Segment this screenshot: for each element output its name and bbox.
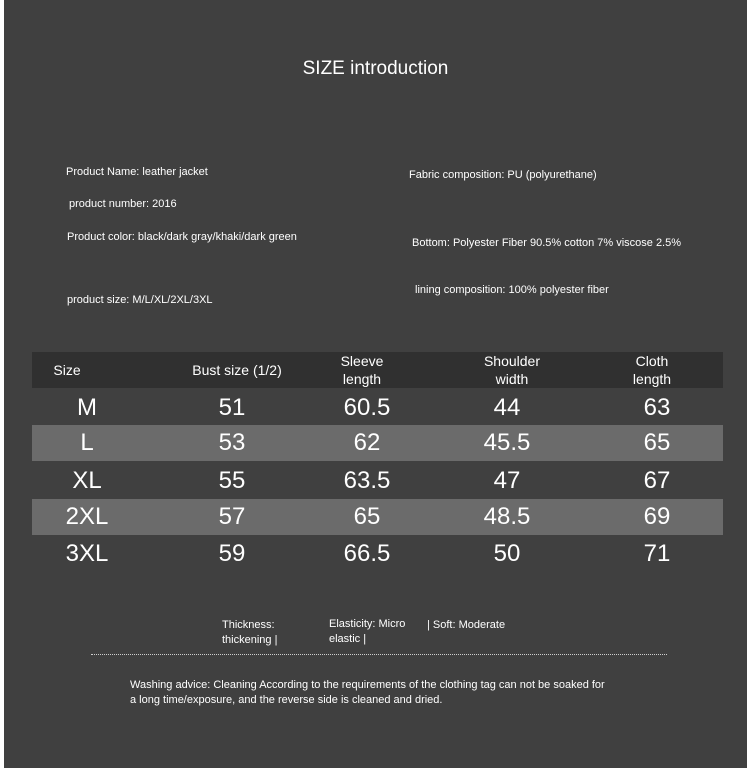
cell-sleeve: 63.5 xyxy=(343,467,391,494)
cell-cloth: 71 xyxy=(643,540,671,567)
table-row xyxy=(32,425,723,461)
fabric-composition: Fabric composition: PU (polyurethane) xyxy=(409,169,597,181)
header-bust: Bust size (1/2) xyxy=(192,362,282,378)
cell-size: L xyxy=(80,429,94,456)
table-row xyxy=(32,499,723,535)
cell-bust: 51 xyxy=(218,394,246,421)
cell-bust: 57 xyxy=(218,503,246,530)
product-size: product size: M/L/XL/2XL/3XL xyxy=(67,294,213,306)
cell-sleeve: 66.5 xyxy=(343,540,391,567)
lining-composition: lining composition: 100% polyester fiber xyxy=(415,284,609,296)
table-row xyxy=(32,463,723,499)
cell-bust: 53 xyxy=(218,429,246,456)
cell-shoulder: 48.5 xyxy=(483,503,531,530)
cell-size: 2XL xyxy=(65,503,109,530)
table-row xyxy=(32,390,723,426)
dotted-divider xyxy=(91,654,667,655)
header-shoulder: Shoulder width xyxy=(483,353,541,387)
cell-shoulder: 50 xyxy=(493,540,521,567)
header-size: Size xyxy=(53,362,81,378)
cell-cloth: 65 xyxy=(643,429,671,456)
table-row xyxy=(32,536,723,572)
cell-cloth: 69 xyxy=(643,503,671,530)
washing-advice: Washing advice: Cleaning According to the requirements of the clothing tag can not be soaked for a long time/exposure, and the reverse side is cleaned and dried. xyxy=(130,679,605,706)
cell-cloth: 67 xyxy=(643,467,671,494)
cell-size: 3XL xyxy=(65,540,109,567)
cell-size: M xyxy=(77,394,97,421)
header-sleeve: Sleeve length xyxy=(340,353,384,387)
cell-bust: 55 xyxy=(218,467,246,494)
cell-cloth: 63 xyxy=(643,394,671,421)
product-color: Product color: black/dark gray/khaki/dark green xyxy=(67,231,297,243)
cell-size: XL xyxy=(72,467,102,494)
cell-sleeve: 60.5 xyxy=(343,394,391,421)
page-title: SIZE introduction xyxy=(302,58,449,79)
softness: | Soft: Moderate xyxy=(427,619,506,631)
cell-bust: 59 xyxy=(218,540,246,567)
cell-shoulder: 47 xyxy=(493,467,521,494)
thickness: Thickness: thickening | xyxy=(222,619,278,646)
cell-shoulder: 44 xyxy=(493,394,521,421)
cell-sleeve: 65 xyxy=(353,503,381,530)
product-number: product number: 2016 xyxy=(69,198,177,210)
elasticity: Elasticity: Micro elastic | xyxy=(329,618,406,645)
cell-sleeve: 62 xyxy=(353,429,381,456)
product-name: Product Name: leather jacket xyxy=(66,166,208,178)
size-table-header xyxy=(32,352,723,388)
size-chart-page xyxy=(4,0,747,768)
header-cloth: Cloth length xyxy=(632,353,672,387)
cell-shoulder: 45.5 xyxy=(483,429,531,456)
bottom-composition: Bottom: Polyester Fiber 90.5% cotton 7% viscose 2.5% xyxy=(412,237,682,249)
